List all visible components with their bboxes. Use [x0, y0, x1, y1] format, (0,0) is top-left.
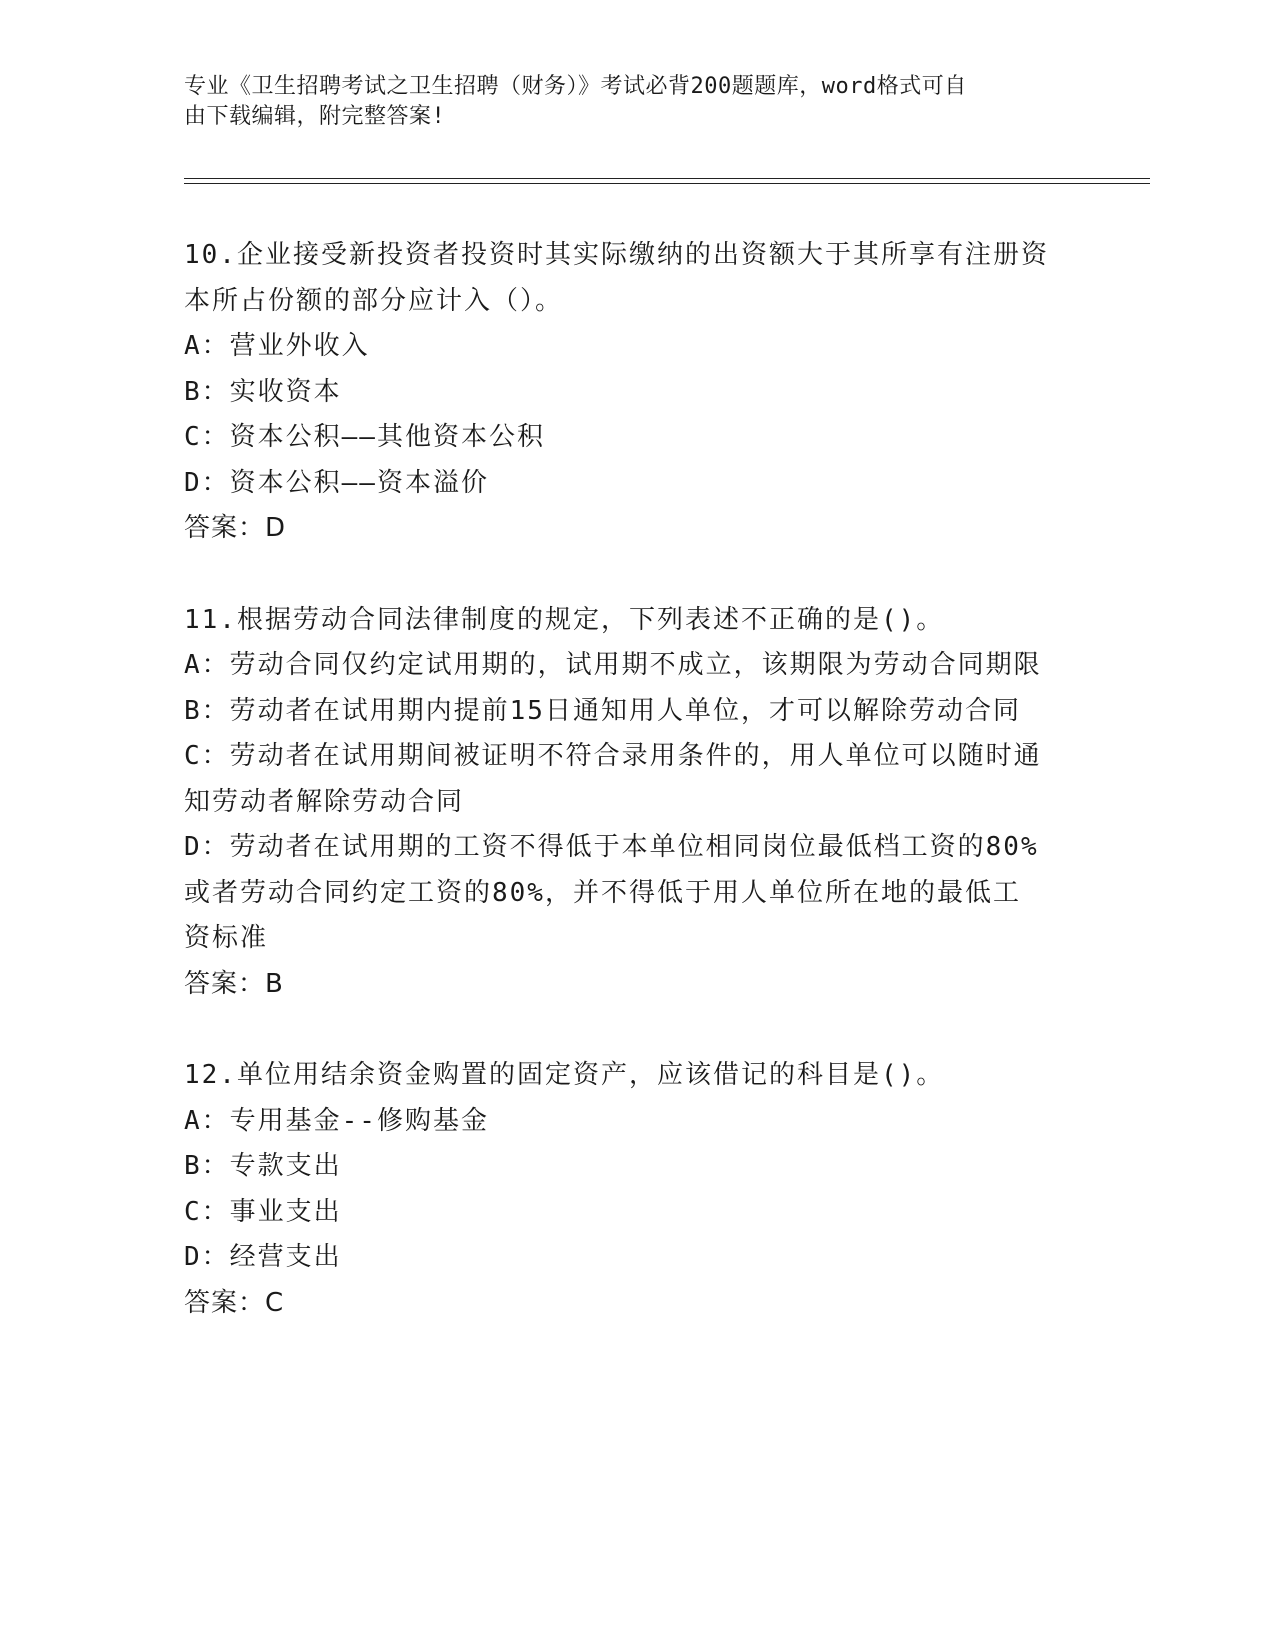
option-b: B：劳动者在试用期内提前15日通知用人单位，才可以解除劳动合同	[184, 695, 1021, 726]
question-12	[184, 1053, 1084, 1326]
option-b: B：实收资本	[184, 376, 342, 407]
header-line-2: 由下载编辑，附完整答案!	[184, 104, 446, 129]
question-stem-line: 11.根据劳动合同法律制度的规定，下列表述不正确的是()。	[184, 604, 945, 635]
option-c: C：事业支出	[184, 1196, 342, 1227]
answer-label: 答案：B	[184, 968, 284, 999]
answer-label: 答案：D	[184, 513, 287, 543]
question-stem-line: 10.企业接受新投资者投资时其实际缴纳的出资额大于其所享有注册资	[184, 240, 1049, 270]
option-c: C：资本公积——其他资本公积	[184, 422, 545, 452]
question-list	[184, 233, 1084, 1372]
question-stem-line: 12.单位用结余资金购置的固定资产，应该借记的科目是()。	[184, 1060, 945, 1090]
answer-label: 答案：C	[184, 1287, 285, 1318]
option-d-continued: 或者劳动合同约定工资的80%，并不得低于用人单位所在地的最低工	[184, 877, 1021, 908]
option-a: A：营业外收入	[184, 331, 370, 361]
option-d-continued: 资标准	[184, 923, 269, 953]
option-a: A：劳动合同仅约定试用期的，试用期不成立，该期限为劳动合同期限	[184, 650, 1042, 680]
option-c-continued: 知劳动者解除劳动合同	[184, 786, 465, 817]
header-divider-top	[184, 178, 1150, 179]
option-d: D：劳动者在试用期的工资不得低于本单位相同岗位最低档工资的80%	[184, 832, 1039, 862]
question-stem-line: 本所占份额的部分应计入（）。	[184, 285, 564, 316]
header-divider-bottom	[184, 183, 1150, 184]
question-10	[184, 233, 1084, 552]
question-11	[184, 598, 1084, 1008]
header-line-1: 专业《卫生招聘考试之卫生招聘（财务）》考试必背200题题库，word格式可自	[184, 74, 967, 99]
option-d: D：资本公积——资本溢价	[184, 467, 489, 498]
option-b: B：专款支出	[184, 1151, 342, 1181]
option-d: D：经营支出	[184, 1242, 342, 1272]
option-c: C：劳动者在试用期间被证明不符合录用条件的，用人单位可以随时通	[184, 741, 1042, 771]
option-a: A：专用基金--修购基金	[184, 1105, 489, 1136]
document-header	[184, 72, 1064, 132]
